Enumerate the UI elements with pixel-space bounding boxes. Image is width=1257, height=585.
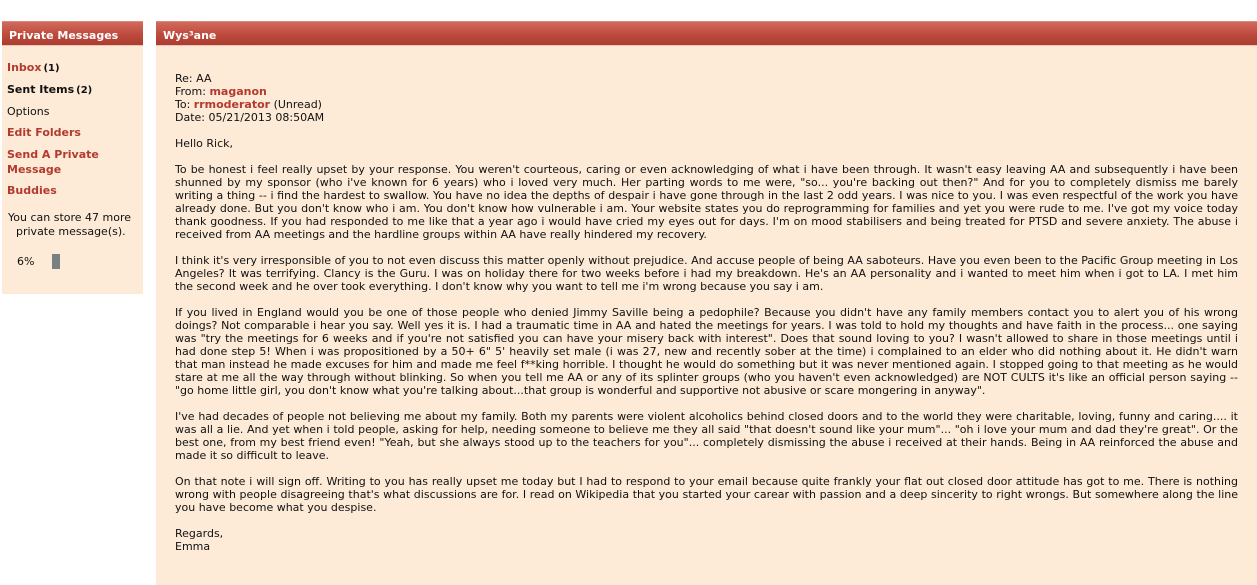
storage-usage-bar xyxy=(52,254,60,269)
sidebar-title: Private Messages xyxy=(2,21,143,46)
sidebar-item-options[interactable] xyxy=(7,105,139,119)
message-signoff xyxy=(175,527,1238,553)
to-user-link[interactable]: rrmoderator xyxy=(193,98,271,111)
inbox-link[interactable]: Inbox xyxy=(7,61,42,74)
storage-usage xyxy=(2,254,143,269)
message-greeting: Hello Rick, xyxy=(175,137,233,150)
inbox-count: (1) xyxy=(43,63,60,74)
storage-usage-percent: 6% xyxy=(17,255,35,268)
private-messages-sidebar xyxy=(2,21,143,294)
message-paragraph: If you lived in England would you be one of those people who denied Jimmy Saville being a pedophile? Because you didn't have any family members contact you to alert you of his wrong doings? Not comparable i hear you say. Well yes it is. I had a traumatic time in AA and hated the meetings for years. I was told to hold my thoughts and have faith in the process... one saying was "try the meetings for 6 weeks and if you're not satisfied you can have your misery back with interest". Does that sound loving to you? I wasn't allowed to share in those meetings until i had done step 5! When i was propositioned by a 50+ 6" 5' heavily set male (i was 27, new and recently sober at the time) i complained to an elder who did nothing about it. He didn't warn that man instead he made excuses for him and made me feel f**king horrible. I thought he would do something but it was never mentioned again. I stopped going to that meeting as he would stare at me all the way through without blinking. So when you tell me AA or any of its splinter groups (who you haven't even acknowledged) are NOT CULTS it's like an official person saying -- "go home little girl, you don't know what you're talking about...that group is wonderful and supportive not abusive or scare mongering in anyway". xyxy=(175,306,1238,397)
message-from xyxy=(175,85,1238,98)
message-date: Date: 05/21/2013 08:50AM xyxy=(175,111,325,124)
storage-note-line1: You can store 47 more xyxy=(8,211,132,224)
edit-folders-link[interactable]: Edit Folders xyxy=(7,126,81,139)
sidebar-item-inbox[interactable] xyxy=(7,61,139,76)
to-label: To: xyxy=(175,98,194,111)
message-to xyxy=(175,98,1238,111)
storage-usage-fill xyxy=(52,254,60,269)
message-paragraph: On that note i will sign off. Writing to you has really upset me today but I had to respond to your email because quite frankly your flat out closed door attitude has got to me. There is nothing wrong with people disagreeing that's what discussions are for. I read on Wikipedia that you started your carear with passion and a deep sincerity to right wrongs. But somewhere along the line you have become what you despise. xyxy=(175,475,1238,514)
send-private-message-link[interactable]: Send A Private Message xyxy=(7,148,99,176)
sidebar-item-edit-folders[interactable] xyxy=(7,126,139,140)
message-paragraph: To be honest i feel really upset by your response. You weren't courteous, caring or even acknowledging of what i have been through. It wasn't easy leaving AA and subsequently i have been shunned by my sponsor (who i've known for 6 years) who i loved very much. Her parting words to me were, "so... you're backing out then?" And for you to completely dismiss me barely writing a thing -- i find the hardest to swallow. You have no idea the depths of despair i have gone through in the last 2 odd years. I was nice to you. I was even respectful of the work you have already done. But you don't know who i am. You don't know how vulnerable i am. Your website states you do reprogramming for families and yet you were rude to me. I've got my voice today thank goodness. If you had responded to me like that a year ago i would have cried my eyes out for days. I'm on mood stabilisers and being treated for PTSD and severe anxiety. The abuse i received from AA meetings and the hardline groups within AA have really hindered my recovery. xyxy=(175,163,1238,241)
from-label: From: xyxy=(175,85,210,98)
to-status: (Unread) xyxy=(270,98,322,111)
sidebar-nav xyxy=(2,46,143,198)
signoff-regards: Regards, xyxy=(175,527,224,540)
message-paragraph: I've had decades of people not believing me about my family. Both my parents were violent alcoholics behind closed doors and to the world they were charitable, loving, funny and caring.... it was all a lie. And yet when i told people, asking for help, needing someone to believe me they all said "that doesn't sound like your mum"... "oh i love your mum and dad they're great". Or the best one, from my best friend even! "Yeah, but she always stood up to the teachers for you"... completely dismissing the abuse i received at their hands. Being in AA reinforced the abuse and made it so difficult to leave. xyxy=(175,410,1238,462)
message-subject: Re: AA xyxy=(175,72,212,85)
sidebar-item-buddies[interactable] xyxy=(7,184,139,198)
storage-note xyxy=(2,205,143,239)
options-link[interactable]: Options xyxy=(7,105,50,118)
storage-note-line2: private message(s). xyxy=(16,225,126,238)
from-user-link[interactable]: maganon xyxy=(209,85,267,98)
message-panel-title: Wys³ane xyxy=(156,21,1257,46)
sent-items-count: (2) xyxy=(76,85,93,96)
sent-items-link[interactable]: Sent Items xyxy=(7,83,75,96)
message-body xyxy=(156,46,1257,553)
buddies-link[interactable]: Buddies xyxy=(7,184,57,197)
message-paragraph: I think it's very irresponsible of you to not even discuss this matter openly without prejudice. And accuse people of being AA saboteurs. Have you even been to the Pacific Group meeting in Los Angeles? It was terrifying. Clancy is the Guru. I was on holiday there for two weeks before i had my breakdown. He's an AA personality and i wanted to meet him when i got to LA. I met him the second week and he over took everything. I don't know why you want to tell me i'm wrong because you say i am. xyxy=(175,254,1238,293)
signoff-name: Emma xyxy=(175,540,211,553)
sidebar-item-send-private-message[interactable] xyxy=(7,147,139,177)
message-panel xyxy=(156,21,1257,585)
sidebar-item-sent-items[interactable] xyxy=(7,83,139,98)
